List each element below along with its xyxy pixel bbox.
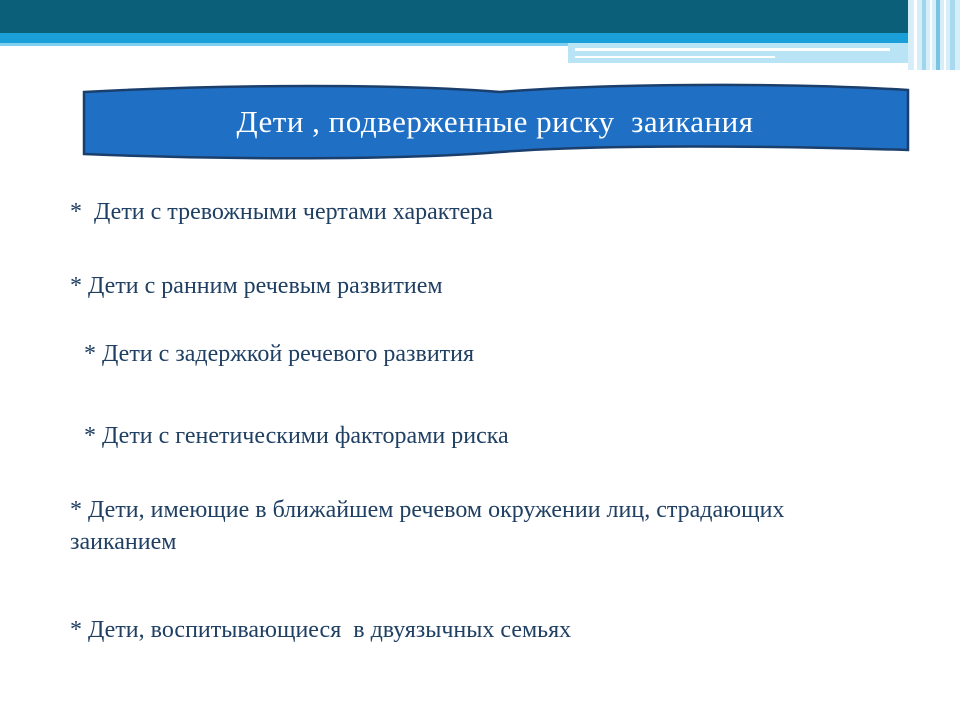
list-item: * Дети с ранним речевым развитием xyxy=(70,273,443,299)
list-item: * Дети с генетическими факторами риска xyxy=(84,423,509,449)
list-item: * Дети, имеющие в ближайшем речевом окружении лиц, страдающих заиканием xyxy=(70,497,785,555)
header-decoration xyxy=(0,0,960,70)
list-item: * Дети с тревожными чертами характера xyxy=(70,199,493,225)
list-item: * Дети с задержкой речевого развития xyxy=(84,341,475,367)
list-item: * Дети, воспитывающиеся в двуязычных семьях xyxy=(70,617,572,643)
slide-title: Дети , подверженные риску заикания xyxy=(236,104,754,139)
